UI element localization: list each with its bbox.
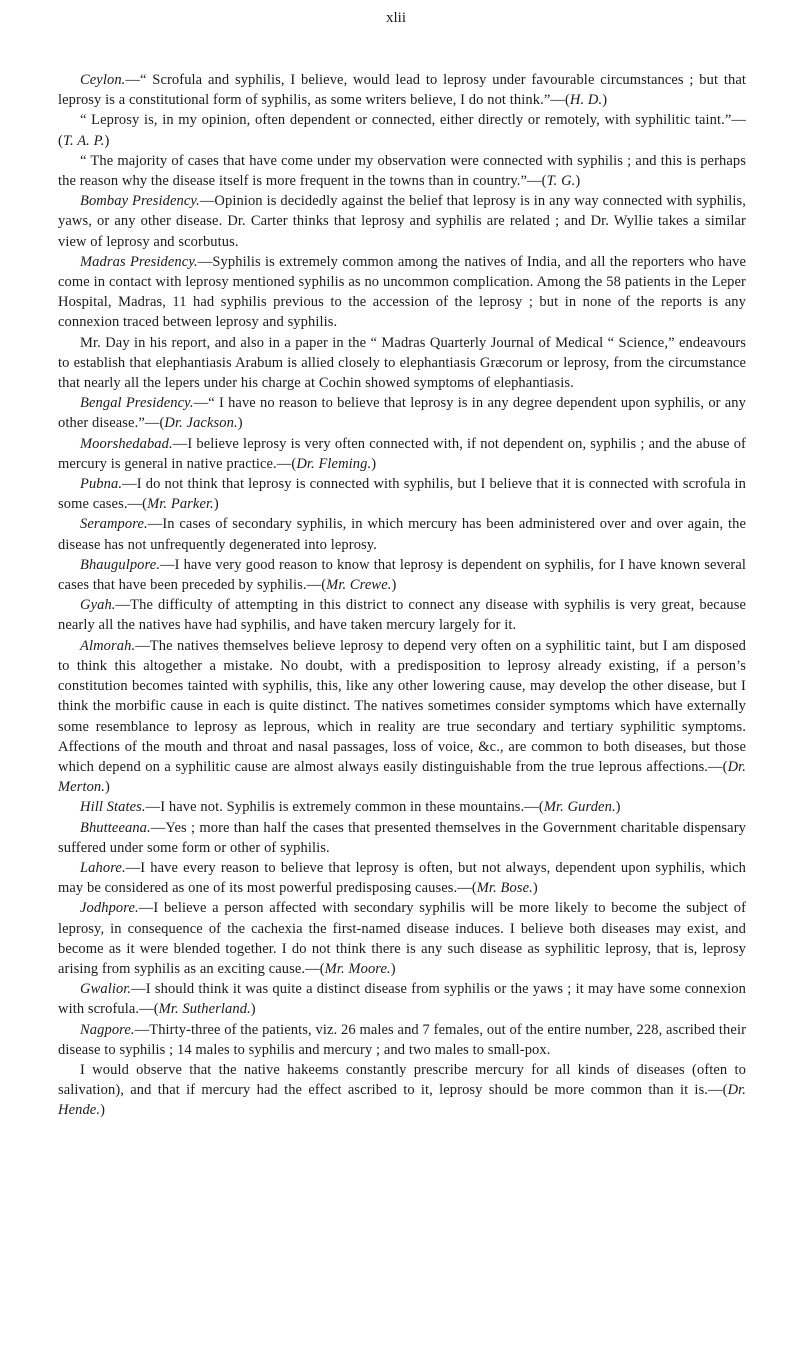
paragraph-text: —I believe a person affected with secondary syphilis will be more likely to become the subject of leprosy, in consequence of the cachexia the first-named disease induces. I believe both diseases may exist, and become as it were blended together. I do not think there is any such disease as syphilitic leprosy, that is, leprosy arising from syphilis as an exciting cause.—( (58, 900, 746, 977)
paragraph (58, 70, 746, 110)
attribution: T. G. (546, 173, 576, 190)
paragraph (58, 434, 746, 474)
paragraph (58, 595, 746, 635)
attribution: H. D. (569, 92, 603, 109)
paragraph-text: —I have every reason to believe that leprosy is often, but not always, dependent upon syphilis, which may be considered as one of its most powerful predisposing causes.—( (58, 859, 746, 897)
paragraph-text: —In cases of secondary syphilis, in which mercury has been administered over and over again, the disease has not unfrequently degenerated into leprosy. (58, 516, 746, 553)
place-heading: Bhutteeana. (80, 819, 151, 836)
page-number: xlii (385, 10, 406, 26)
paragraph (58, 818, 746, 858)
attribution-close: ) (105, 779, 110, 796)
attribution: Mr. Bose. (476, 880, 533, 897)
place-heading: Bhaugulpore. (80, 556, 161, 573)
paragraph-text: —I believe leprosy is very often connected with, if not dependent on, syphilis ; and the abuse of mercury is general in native practice.—( (58, 435, 746, 472)
paragraph-text: —I do not think that leprosy is connected with syphilis, but I believe that it is connected with scrofula in some cases.—( (58, 476, 746, 513)
place-heading: Jodhpore. (80, 900, 139, 917)
attribution-close: ) (213, 496, 219, 513)
place-heading: Ceylon. (80, 72, 126, 88)
attribution-close: ) (237, 415, 243, 432)
attribution: Mr. Moore. (324, 960, 391, 977)
place-heading: Moorshedabad. (80, 435, 173, 452)
attribution: Mr. Gurden. (543, 799, 616, 816)
attribution-close: ) (390, 960, 396, 977)
paragraph (58, 797, 746, 817)
paragraph (58, 858, 746, 898)
paragraph-text: —Opinion is decidedly against the belief that leprosy is in any way connected with syphilis, yaws, or any other disease. Dr. Carter thinks that leprosy and syphilis are related ; and Dr. Wyllie takes a similar view of leprosy and scorbutus. (58, 193, 746, 250)
paragraph (58, 1020, 746, 1060)
attribution-close: ) (250, 1001, 256, 1018)
attribution: Dr. Hende. (58, 1082, 746, 1119)
paragraph-text: —I have very good reason to know that leprosy is dependent on syphilis, for I have known several cases that have been preceded by syphilis.—( (58, 556, 746, 594)
paragraph (58, 636, 746, 798)
place-heading: Gwalior. (80, 981, 132, 998)
place-heading: Bombay Presidency. (80, 193, 200, 210)
paragraph (58, 1060, 746, 1121)
paragraph-text: “ Leprosy is, in my opinion, often dependent or connected, either directly or remotely, with syphilitic taint.”—( (58, 112, 746, 149)
paragraph-text: —“ I have no reason to believe that leprosy is in any degree dependent upon syphilis, or any other disease.”—( (58, 395, 746, 432)
paragraph-text: —Syphilis is extremely common among the natives of India, and all the reporters who have come in contact with leprosy mentioned syphilis as no uncommon complication. Among the 58 patients in the Leper Hospital, Madras, 11 had syphilis previous to the accession of the leprosy ; but in none of the reports is any connexion traced between leprosy and syphilis. (58, 253, 746, 331)
attribution-close: ) (575, 173, 581, 190)
paragraph (58, 252, 746, 333)
paragraph-text: —Yes ; more than half the cases that presented themselves in the Government charitable dispensary suffered under some form or other of syphilis. (58, 819, 746, 856)
paragraph (58, 151, 746, 191)
attribution-close: ) (371, 455, 377, 472)
attribution: Dr. Fleming. (296, 455, 372, 472)
paragraph-text: —I have not. Syphilis is extremely common in these mountains.—( (145, 799, 544, 816)
paragraph (58, 393, 746, 433)
place-heading: Bengal Presidency. (80, 395, 194, 412)
paragraph (58, 191, 746, 252)
place-heading: Hill States. (80, 799, 146, 816)
body-text (58, 70, 746, 1121)
place-heading: Pubna. (80, 476, 123, 493)
attribution-close: ) (615, 799, 621, 816)
place-heading: Nagpore. (80, 1021, 135, 1038)
place-heading: Madras Presidency. (80, 253, 198, 270)
attribution: T. A. P. (62, 132, 105, 149)
place-heading: Lahore. (80, 859, 126, 876)
paragraph (58, 979, 746, 1019)
paragraph (58, 110, 746, 150)
paragraph (58, 898, 746, 979)
paragraph (58, 514, 746, 554)
paragraph-text: —“ Scrofula and syphilis, I believe, would lead to leprosy under favourable circumstances ; but that leprosy is a constitutional form of syphilis, as some writers believe, I do not think.”—( (58, 72, 746, 109)
attribution-close: ) (100, 1102, 106, 1119)
attribution: Dr. Merton. (58, 758, 746, 796)
paragraph (58, 555, 746, 595)
attribution-close: ) (391, 577, 397, 594)
paragraph (58, 333, 746, 394)
attribution-close: ) (104, 132, 110, 149)
paragraph-text: “ The majority of cases that have come under my observation were connected with syphilis ; and this is perhaps the reason why the disease itself is more frequent in the towns than in country.”—( (58, 152, 746, 190)
place-heading: Serampore. (80, 516, 148, 533)
attribution: Mr. Sutherland. (158, 1001, 251, 1018)
attribution: Mr. Crewe. (326, 577, 392, 594)
attribution: Dr. Jackson. (164, 415, 238, 432)
attribution-close: ) (602, 92, 608, 109)
paragraph-text: —Thirty-three of the patients, viz. 26 males and 7 females, out of the entire number, 228, ascribed their disease to syphilis ; 14 males to syphilis and mercury ; and two males to small-pox. (58, 1021, 746, 1058)
attribution-close: ) (532, 880, 538, 897)
paragraph-text: —I should think it was quite a distinct disease from syphilis or the yaws ; it may have some connexion with scrofula.—( (58, 981, 746, 1018)
paragraph (58, 474, 746, 514)
paragraph-text: Mr. Day in his report, and also in a paper in the “ Madras Quarterly Journal of Medical “ Science,” endeavours to establish that elephantiasis Arabum is allied closely to elephantiasis Græcorum or leprosy, from the circumstance that nearly all the lepers under his charge at Cochin showed symptoms of elephantiasis. (58, 334, 746, 392)
attribution: Mr. Parker. (147, 496, 214, 513)
paragraph-text: I would observe that the native hakeems constantly prescribe mercury for all kinds of diseases (often to salivation), and that if mercury had the effect ascribed to it, leprosy should be more common than it is.—( (58, 1061, 746, 1099)
paragraph-text: —The difficulty of attempting in this district to connect any disease with syphilis is very great, because nearly all the natives have had syphilis, and have taken mercury largely for it. (58, 597, 746, 634)
place-heading: Gyah. (80, 597, 116, 614)
paragraph-text: —The natives themselves believe leprosy to depend very often on a syphilitic taint, but I am disposed to think this altogether a mistake. No doubt, with a predisposition to leprosy already existing, if a person’s constitution becomes tainted with syphilis, this, like any other lowering cause, may develop the other disease, but I think the morbific cause in each is quite distinct. The natives sometimes consider symptoms which have externally some resemblance to leprosy as leprous, which in reality are true secondary and tertiary syphilitic symptoms. Affections of the mouth and throat and nasal passages, loss of voice, &c., are common to both diseases, but those which depend on a syphilitic cause are almost always easily distinguishable from the true leprous affections.—( (58, 637, 746, 775)
place-heading: Almorah. (80, 637, 136, 654)
